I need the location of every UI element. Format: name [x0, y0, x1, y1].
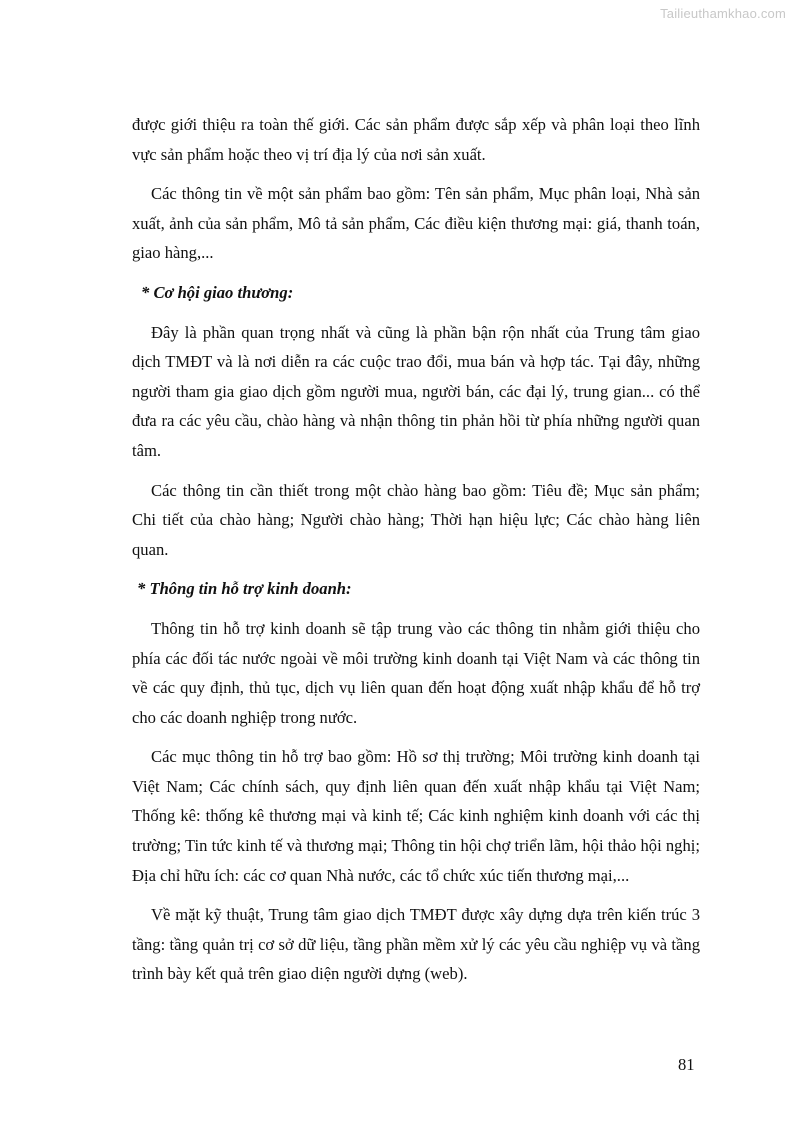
paragraph-support-items: Các mục thông tin hỗ trợ bao gồm: Hồ sơ thị trường; Môi trường kinh doanh tại Việt Nam; Các chính sách, quy định liên quan đến xuất nhập khẩu tại Việt Nam; Thống kê: thống kê thương mại và kinh tế; Các kinh nghiệm kinh doanh với các thị trường; Tin tức kinh tế và thương mại; Thông tin hội chợ triển lãm, hội thảo hội nghị; Địa chỉ hữu ích: các cơ quan Nhà nước, các tổ chức xúc tiến thương mại,...	[132, 747, 700, 885]
paragraph-product-info: Các thông tin về một sản phẩm bao gồm: Tên sản phẩm, Mục phân loại, Nhà sản xuất, ảnh của sản phẩm, Mô tả sản phẩm, Các điều kiện thương mại: giá, thanh toán, giao hàng,...	[132, 184, 700, 263]
page-number: 81	[678, 1055, 695, 1074]
paragraph-continued: được giới thiệu ra toàn thế giới. Các sản phẩm được sắp xếp và phân loại theo lĩnh vực sản phẩm hoặc theo vị trí địa lý của nơi sản xuất.	[132, 115, 700, 164]
paragraph-business-support: Thông tin hỗ trợ kinh doanh sẽ tập trung vào các thông tin nhằm giới thiệu cho phía các đối tác nước ngoài về môi trường kinh doanh tại Việt Nam và các thông tin về các quy định, thủ tục, dịch vụ liên quan đến hoạt động xuất nhập khẩu để hỗ trợ cho các doanh nghiệp trong nước.	[132, 618, 700, 727]
paragraph-technical: Về mặt kỹ thuật, Trung tâm giao dịch TMĐT được xây dựng dựa trên kiến trúc 3 tầng: tầng quản trị cơ sở dữ liệu, tầng phần mềm xử lý các yêu cầu nghiệp vụ và tầng trình bày kết quả trên giao diện người dựng (web).	[132, 905, 700, 984]
heading-business-support: * Thông tin hỗ trợ kinh doanh:	[137, 579, 352, 599]
heading-trade-opportunities: * Cơ hội giao thương:	[141, 282, 294, 302]
watermark: Tailieuthamkhao.com	[660, 6, 786, 21]
page-body	[132, 110, 700, 999]
paragraph-trade-opportunities: Đây là phần quan trọng nhất và cũng là phần bận rộn nhất của Trung tâm giao dịch TMĐT và là nơi diễn ra các cuộc trao đổi, mua bán và hợp tác. Tại đây, những người tham gia giao dịch gồm người mua, người bán, các đại lý, trung gian... có thể đưa ra các yêu cầu, chào hàng và nhận thông tin phản hồi từ phía những người quan tâm.	[132, 322, 700, 460]
paragraph-offer-info: Các thông tin cần thiết trong một chào hàng bao gồm: Tiêu đề; Mục sản phẩm; Chi tiết của chào hàng; Người chào hàng; Thời hạn hiệu lực; Các chào hàng liên quan.	[132, 480, 700, 559]
